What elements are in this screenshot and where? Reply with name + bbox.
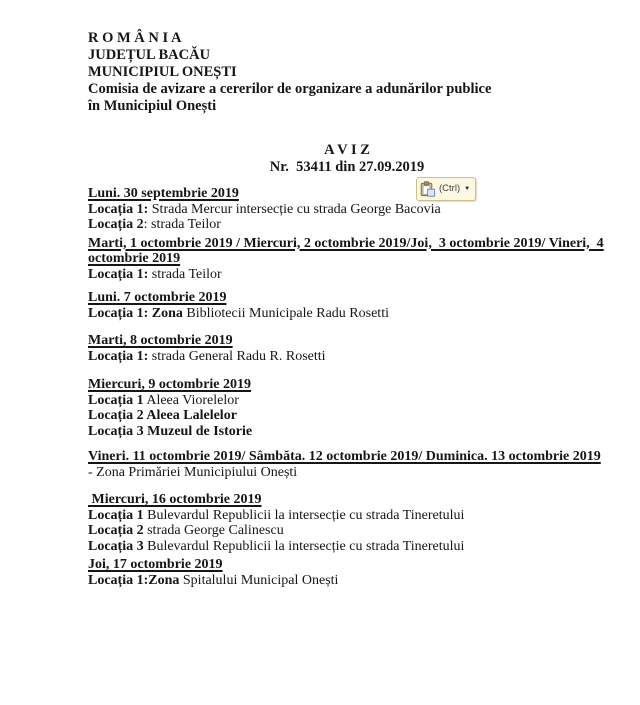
location-label: Locația 1: xyxy=(88,348,149,364)
schedule-section xyxy=(88,290,606,321)
location-text: - Zona Primăriei Municipiului Onești xyxy=(88,464,298,480)
location-line xyxy=(88,424,606,440)
location-line xyxy=(88,573,606,589)
notice-number: Nr. 53411 din 27.09.2019 xyxy=(269,159,425,175)
date-heading xyxy=(88,492,606,508)
clipboard-paste-icon xyxy=(420,181,436,197)
location-line xyxy=(88,465,606,481)
location-line xyxy=(88,306,606,322)
location-label: Locația 2 xyxy=(88,523,144,538)
location-text: Spitalului Municipal Onești xyxy=(179,572,339,588)
location-label: Locația 3 xyxy=(88,538,144,554)
location-label: Locația 1 xyxy=(88,392,144,408)
date-heading-text: Marti, 1 octombrie 2019 / Miercuri, 2 octombrie 2019/Joi, 3 octombrie 2019/ Vineri, 4 xyxy=(88,235,604,251)
date-heading xyxy=(88,186,606,202)
letterhead-county: JUDEȚUL BACĂU xyxy=(88,47,211,63)
location-label: Locația 2 Aleea Lalelelor xyxy=(88,408,237,423)
location-text: : strada Teilor xyxy=(143,217,221,232)
schedule-section xyxy=(88,186,606,233)
location-text: strada Teilor xyxy=(148,266,222,282)
location-line xyxy=(88,349,606,365)
date-heading xyxy=(88,449,606,465)
schedule-section xyxy=(88,236,606,283)
location-label: Locația 1: Zona xyxy=(88,305,183,321)
location-text: Bulevardul Republicii la intersecție cu strada Tineretului xyxy=(143,538,465,554)
letterhead-commission-line2: în Municipiul Onești xyxy=(88,98,217,114)
location-text: Bibliotecii Municipale Radu Rosetti xyxy=(182,305,389,321)
location-text: strada George Calinescu xyxy=(143,523,284,538)
schedule-section xyxy=(88,492,606,554)
location-label: Locația 1: xyxy=(88,201,149,217)
location-line xyxy=(88,202,606,218)
location-label: Locația 2 xyxy=(88,217,144,232)
letterhead-commission-line1: Comisia de avizare a cererilor de organizare a adunărilor publice xyxy=(88,81,492,97)
date-heading-text: Vineri. 11 octombrie 2019/ Sâmbăta. 12 octombrie 2019/ Duminica. 13 octombrie 2019 xyxy=(88,449,601,464)
location-text: Strada Mercur intersecție cu strada George Bacovia xyxy=(148,201,441,217)
location-line xyxy=(88,217,606,233)
paste-options-button[interactable] xyxy=(416,177,476,201)
date-heading-text: octombrie 2019 xyxy=(88,251,181,266)
date-heading-text: Marti, 8 octombrie 2019 xyxy=(88,333,233,348)
page-title: A V I Z xyxy=(324,142,370,158)
date-heading xyxy=(88,236,606,252)
paste-options-label: (Ctrl) xyxy=(439,183,461,194)
location-line xyxy=(88,523,606,539)
date-heading xyxy=(88,377,606,393)
date-heading-text: Joi, 17 octombrie 2019 xyxy=(88,557,223,572)
schedule-section xyxy=(88,333,606,364)
chevron-down-icon[interactable]: ▼ xyxy=(464,186,471,192)
location-text: Bulevardul Republicii la intersecție cu strada Tineretului xyxy=(143,507,465,523)
schedule-section xyxy=(88,377,606,439)
date-heading-wrap xyxy=(88,251,606,267)
location-line xyxy=(88,393,606,409)
location-text: strada General Radu R. Rosetti xyxy=(148,348,326,364)
date-heading-text: Miercuri, 16 octombrie 2019 xyxy=(88,492,262,507)
location-label: Locația 3 Muzeul de Istorie xyxy=(88,423,253,439)
location-label: Locația 1 xyxy=(88,507,144,523)
date-heading-text: Luni. 7 octombrie 2019 xyxy=(88,290,227,305)
date-heading xyxy=(88,333,606,349)
location-line xyxy=(88,508,606,524)
schedule-section xyxy=(88,449,606,480)
letterhead xyxy=(88,30,606,115)
date-heading xyxy=(88,557,606,573)
date-heading-text: Miercuri, 9 octombrie 2019 xyxy=(88,377,252,392)
schedule-section xyxy=(88,557,606,588)
date-heading xyxy=(88,290,606,306)
letterhead-country: R O M Â N I A xyxy=(88,30,182,46)
location-line xyxy=(88,408,606,424)
location-label: Locația 1: xyxy=(88,266,149,282)
location-line xyxy=(88,539,606,555)
location-line xyxy=(88,267,606,283)
notice-title-block xyxy=(88,142,606,176)
letterhead-municipality: MUNICIPIUL ONEȘTI xyxy=(88,64,237,80)
location-text: Aleea Viorelelor xyxy=(143,392,239,408)
location-label: Locația 1:Zona xyxy=(88,572,180,588)
date-heading-text: Luni. 30 septembrie 2019 xyxy=(88,186,239,201)
